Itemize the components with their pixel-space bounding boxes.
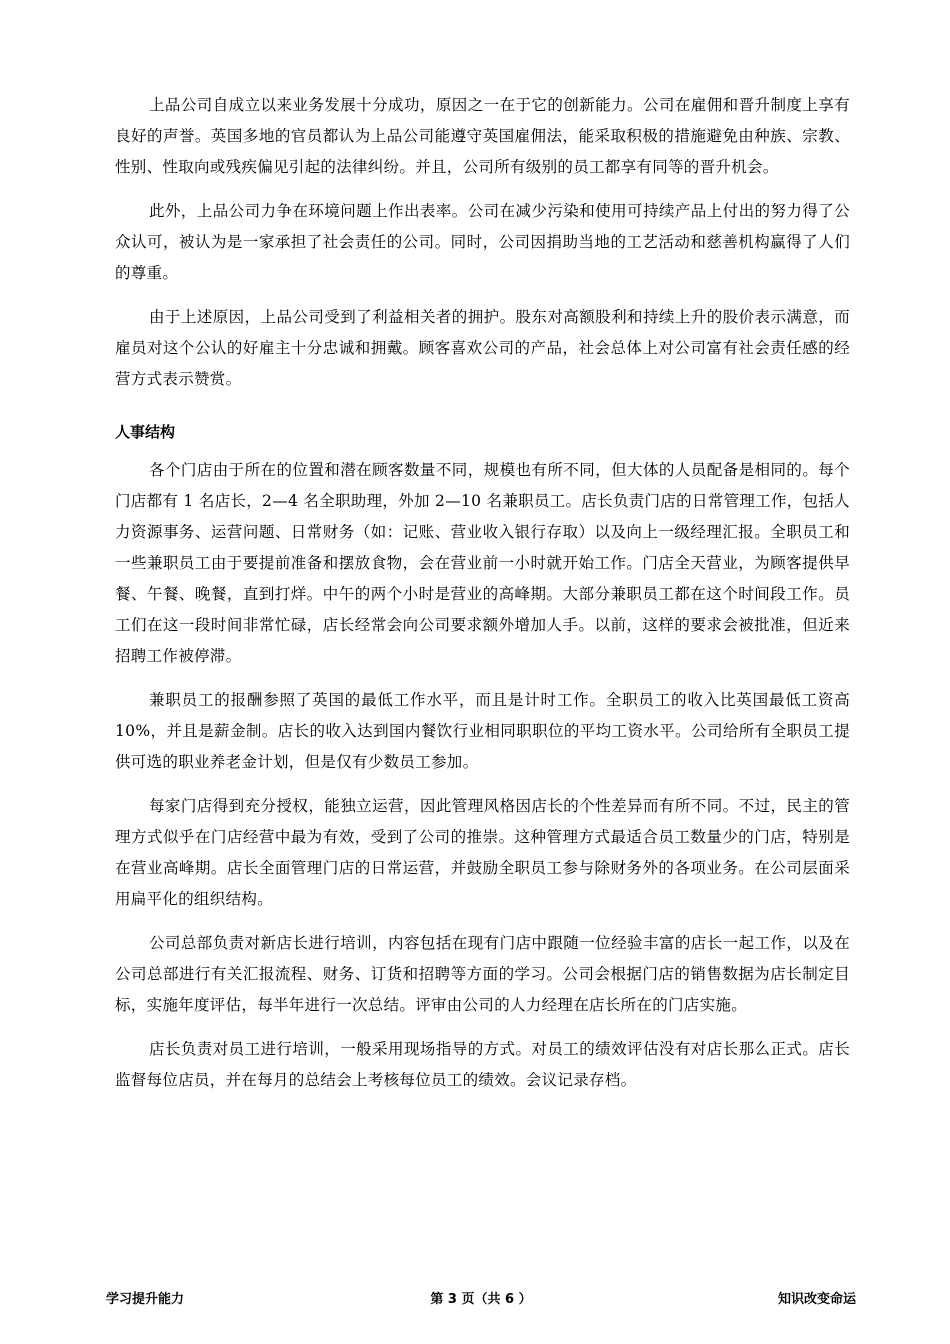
- page-footer: [106, 1285, 856, 1309]
- paragraph: 上品公司自成立以来业务发展十分成功，原因之一在于它的创新能力。公司在雇佣和晋升制度上享有良好的声誉。英国多地的官员都认为上品公司能遵守英国雇佣法，能采取积极的措施避免由种族、宗教、性别、性取向或残疾偏见引起的法律纠纷。并且，公司所有级别的员工都享有同等的晋升机会。: [115, 96, 850, 176]
- section-heading: 人事结构: [115, 423, 176, 441]
- footer-right-text: 知识改变命运: [777, 1291, 856, 1307]
- page-number: 第 3 页（共 6 ）: [430, 1291, 532, 1307]
- paragraph: 每家门店得到充分授权，能独立运营，因此管理风格因店长的个性差异而有所不同。不过，民主的管理方式似乎在门店经营中最为有效，受到了公司的推崇。这种管理方式最适合员工数量少的门店，特别是在营业高峰期。店长全面管理门店的日常运营，并鼓励全职员工参与除财务外的各项业务。在公司层面采用扁平化的组织结构。: [115, 797, 850, 908]
- paragraph: 此外，上品公司力争在环境问题上作出表率。公司在减少污染和使用可持续产品上付出的努力得了公众认可，被认为是一家承担了社会责任的公司。同时，公司因捐助当地的工艺活动和慈善机构赢得了人们的尊重。: [115, 202, 850, 282]
- paragraph: 公司总部负责对新店长进行培训，内容包括在现有门店中跟随一位经验丰富的店长一起工作，以及在公司总部进行有关汇报流程、财务、订货和招聘等方面的学习。公司会根据门店的销售数据为店长制定目标，实施年度评估，每半年进行一次总结。评审由公司的人力经理在店长所在的门店实施。: [115, 934, 850, 1014]
- paragraph: 由于上述原因，上品公司受到了利益相关者的拥护。股东对高额股利和持续上升的股价表示满意，而雇员对这个公认的好雇主十分忠诚和拥戴。顾客喜欢公司的产品，社会总体上对公司富有社会责任感的经营方式表示赞赏。: [115, 308, 850, 388]
- paragraph: 店长负责对员工进行培训，一般采用现场指导的方式。对员工的绩效评估没有对店长那么正式。店长监督每位店员，并在每月的总结会上考核每位员工的绩效。会议记录存档。: [115, 1040, 850, 1089]
- page-content: [115, 90, 850, 1109]
- paragraph: 兼职员工的报酬参照了英国的最低工作水平，而且是计时工作。全职员工的收入比英国最低工资高 10%，并且是薪金制。店长的收入达到国内餐饮行业相同职职位的平均工资水平。公司给所有全职员工提供可选的职业养老金计划，但是仅有少数员工参加。: [115, 691, 850, 771]
- footer-left-text: 学习提升能力: [106, 1291, 185, 1307]
- paragraph: 各个门店由于所在的位置和潜在顾客数量不同，规模也有所不同，但大体的人员配备是相同的。每个门店都有 1 名店长，2—4 名全职助理，外加 2—10 名兼职员工。店长负责门店的日常管理工作，包括人力资源事务、运营问题、日常财务（如：记账、营业收入银行存取）以及向上一级经理汇报。全职员工和一些兼职员工由于要提前准备和摆放食物，会在营业前一小时就开始工作。门店全天营业，为顾客提供早餐、午餐、晚餐，直到打烊。中午的两个小时是营业的高峰期。大部分兼职员工都在这个时间段工作。员工们在这一段时间非常忙碌，店长经常会向公司要求额外增加人手。以前，这样的要求会被批准，但近来招聘工作被停滞。: [115, 461, 850, 665]
